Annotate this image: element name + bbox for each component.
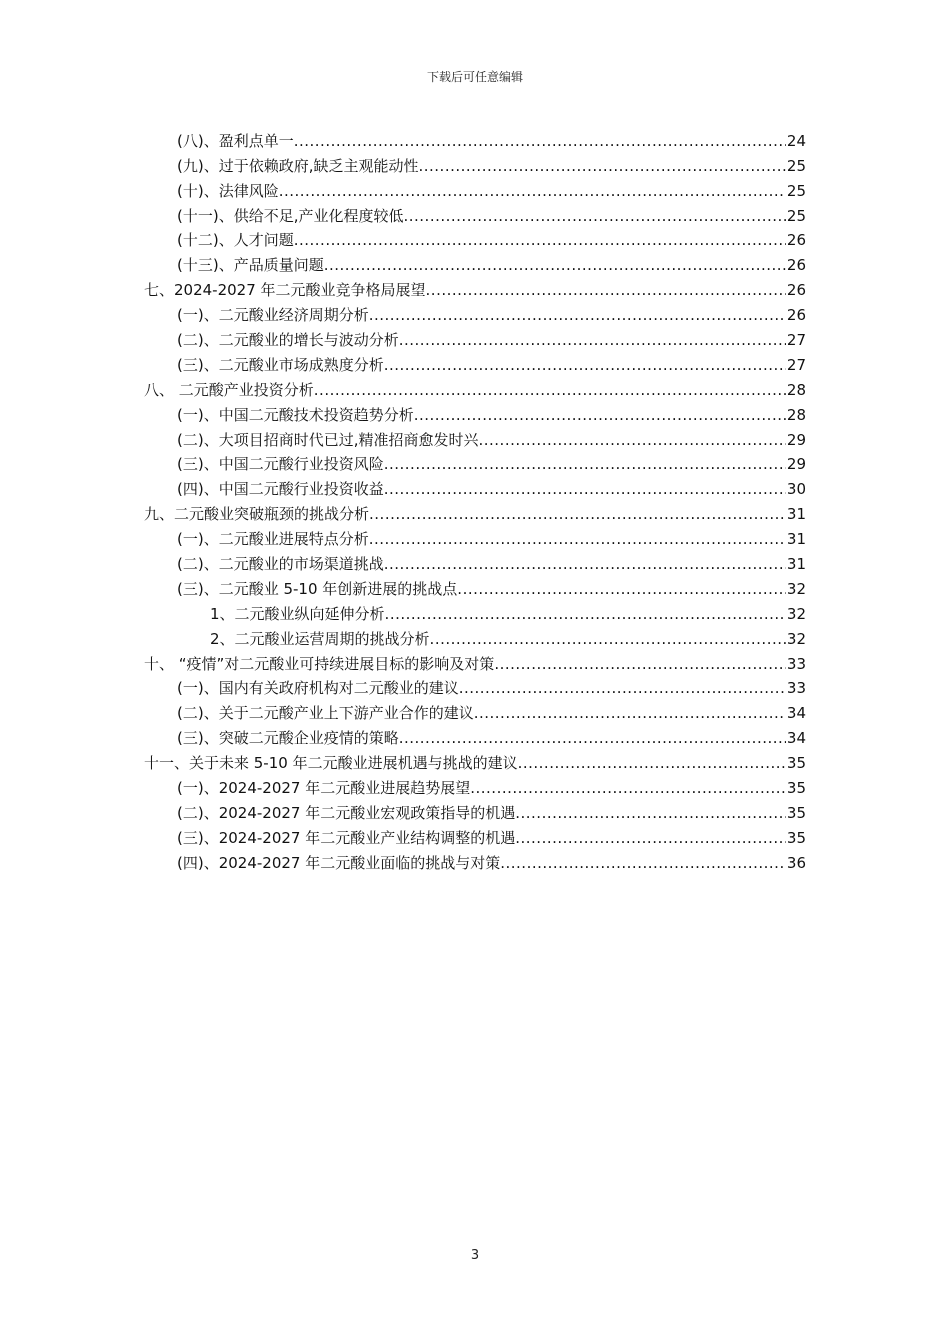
toc-entry[interactable] [144, 499, 806, 524]
toc-leader-dots [426, 280, 786, 300]
toc-entry-page: 24 [786, 131, 806, 150]
toc-entry-page: 35 [786, 779, 806, 798]
toc-leader-dots [314, 380, 786, 400]
toc-entry-page: 30 [786, 480, 806, 499]
toc-entry[interactable] [144, 275, 806, 300]
toc-entry[interactable] [144, 151, 806, 176]
toc-leader-dots [403, 206, 785, 226]
toc-entry-title: (九)、过于依赖政府,缺乏主观能动性 [177, 156, 419, 175]
toc-entry[interactable] [144, 549, 806, 574]
toc-entry[interactable] [144, 649, 806, 674]
toc-entry[interactable] [144, 126, 806, 151]
toc-entry-page: 25 [786, 206, 806, 225]
toc-entry-page: 33 [786, 654, 806, 673]
toc-entry-page: 35 [786, 754, 806, 773]
toc-entry-title: (三)、二元酸业市场成熟度分析 [177, 355, 384, 374]
page-number: 3 [470, 1248, 480, 1263]
toc-entry[interactable] [144, 201, 806, 226]
toc-entry-title: 八、 二元酸产业投资分析 [144, 380, 314, 399]
toc-entry-page: 34 [786, 729, 806, 748]
toc-leader-dots [430, 629, 786, 649]
toc-entry-title: (二)、关于二元酸产业上下游产业合作的建议 [177, 704, 474, 723]
toc-entry[interactable] [144, 325, 806, 350]
toc-entry-title: (十)、法律风险 [177, 181, 279, 200]
toc-leader-dots [294, 131, 786, 151]
toc-leader-dots [457, 579, 786, 599]
toc-entry-title: (一)、国内有关政府机构对二元酸业的建议 [177, 679, 459, 698]
toc-leader-dots [369, 529, 786, 549]
toc-entry[interactable] [144, 450, 806, 475]
toc-entry-title: (二)、大项目招商时代已过,精准招商愈发时兴 [177, 430, 479, 449]
toc-leader-dots [515, 828, 786, 848]
toc-entry-page: 31 [786, 505, 806, 524]
toc-entry-title: (三)、中国二元酸行业投资风险 [177, 455, 384, 474]
toc-entry-page: 31 [786, 530, 806, 549]
toc-entry[interactable] [144, 674, 806, 699]
toc-entry[interactable] [144, 300, 806, 325]
toc-entry-page: 28 [786, 405, 806, 424]
toc-leader-dots [384, 479, 786, 499]
toc-entry[interactable] [144, 474, 806, 499]
toc-leader-dots [414, 405, 786, 425]
toc-entry-title: (三)、2024-2027 年二元酸业产业结构调整的机遇 [177, 828, 516, 847]
toc-entry-title: (一)、中国二元酸技术投资趋势分析 [177, 405, 414, 424]
toc-entry-page: 32 [786, 604, 806, 623]
toc-entry-page: 25 [786, 156, 806, 175]
toc-entry-page: 33 [786, 679, 806, 698]
toc-entry-page: 35 [786, 803, 806, 822]
toc-entry[interactable] [144, 848, 806, 873]
toc-entry-title: (三)、二元酸业 5-10 年创新进展的挑战点 [177, 579, 458, 598]
toc-entry-title: 十、 “疫情”对二元酸业可持续进展目标的影响及对策 [144, 654, 495, 673]
toc-entry-title: (一)、二元酸业进展特点分析 [177, 530, 369, 549]
toc-entry-page: 26 [786, 256, 806, 275]
toc-entry-title: (四)、2024-2027 年二元酸业面临的挑战与对策 [177, 853, 501, 872]
toc-entry[interactable] [144, 748, 806, 773]
toc-entry-page: 26 [786, 281, 806, 300]
toc-entry-page: 36 [786, 853, 806, 872]
toc-leader-dots [470, 778, 786, 798]
toc-leader-dots [515, 803, 786, 823]
toc-entry[interactable] [144, 176, 806, 201]
toc-entry-page: 35 [786, 828, 806, 847]
toc-entry-page: 27 [786, 355, 806, 374]
toc-entry-title: (二)、二元酸业的市场渠道挑战 [177, 555, 384, 574]
toc-entry-page: 32 [786, 629, 806, 648]
toc-entry-page: 28 [786, 380, 806, 399]
toc-entry[interactable] [144, 375, 806, 400]
toc-entry-page: 34 [786, 704, 806, 723]
toc-entry-page: 31 [786, 555, 806, 574]
toc-entry-title: (八)、盈利点单一 [177, 131, 294, 150]
toc-leader-dots [399, 728, 786, 748]
toc-entry-page: 32 [786, 579, 806, 598]
toc-entry-page: 27 [786, 331, 806, 350]
toc-entry[interactable] [144, 226, 806, 251]
toc-leader-dots [478, 430, 785, 450]
toc-leader-dots [369, 305, 786, 325]
toc-entry-title: (一)、二元酸业经济周期分析 [177, 306, 369, 325]
toc-entry[interactable] [144, 350, 806, 375]
toc-leader-dots [384, 554, 786, 574]
toc-entry-page: 26 [786, 306, 806, 325]
toc-entry-page: 25 [786, 181, 806, 200]
toc-entry-title: 九、二元酸业突破瓶颈的挑战分析 [144, 505, 370, 524]
toc-leader-dots [474, 703, 786, 723]
toc-leader-dots [518, 753, 786, 773]
toc-entry-title: (十一)、供给不足,产业化程度较低 [177, 206, 404, 225]
toc-leader-dots [385, 604, 786, 624]
toc-entry[interactable] [144, 250, 806, 275]
toc-leader-dots [399, 330, 786, 350]
toc-entry-title: (一)、2024-2027 年二元酸业进展趋势展望 [177, 779, 471, 798]
toc-entry[interactable] [144, 574, 806, 599]
toc-entry[interactable] [144, 723, 806, 748]
toc-entry-title: (三)、突破二元酸企业疫情的策略 [177, 729, 399, 748]
toc-entry-page: 29 [786, 430, 806, 449]
toc-leader-dots [384, 454, 786, 474]
toc-leader-dots [418, 156, 785, 176]
toc-leader-dots [494, 654, 786, 674]
toc-entry[interactable] [144, 798, 806, 823]
toc-entry-title: 十一、关于未来 5-10 年二元酸业进展机遇与挑战的建议 [144, 754, 518, 773]
toc-entry-page: 29 [786, 455, 806, 474]
toc-entry[interactable] [144, 599, 806, 624]
toc-entry[interactable] [144, 425, 806, 450]
toc-entry-title: (二)、二元酸业的增长与波动分析 [177, 331, 399, 350]
toc-leader-dots [294, 230, 786, 250]
toc-entry-title: (十二)、人才问题 [177, 231, 294, 250]
toc-leader-dots [369, 504, 786, 524]
toc-entry[interactable] [144, 400, 806, 425]
toc-entry[interactable] [144, 823, 806, 848]
toc-entry[interactable] [144, 624, 806, 649]
page-header: 下载后可任意编辑 [426, 70, 523, 84]
toc-leader-dots [324, 255, 786, 275]
toc-entry-title: 七、2024-2027 年二元酸业竞争格局展望 [144, 281, 426, 300]
table-of-contents [144, 126, 806, 873]
toc-leader-dots [500, 853, 786, 873]
toc-entry-title: 1、二元酸业纵向延伸分析 [210, 604, 385, 623]
toc-leader-dots [279, 181, 786, 201]
toc-entry-title: (十三)、产品质量问题 [177, 256, 324, 275]
toc-leader-dots [384, 355, 786, 375]
toc-entry-title: 2、二元酸业运营周期的挑战分析 [210, 629, 430, 648]
toc-leader-dots [459, 678, 786, 698]
toc-entry-title: (二)、2024-2027 年二元酸业宏观政策指导的机遇 [177, 803, 516, 822]
toc-entry[interactable] [144, 698, 806, 723]
toc-entry[interactable] [144, 524, 806, 549]
toc-entry-page: 26 [786, 231, 806, 250]
toc-entry[interactable] [144, 773, 806, 798]
toc-entry-title: (四)、中国二元酸行业投资收益 [177, 480, 384, 499]
